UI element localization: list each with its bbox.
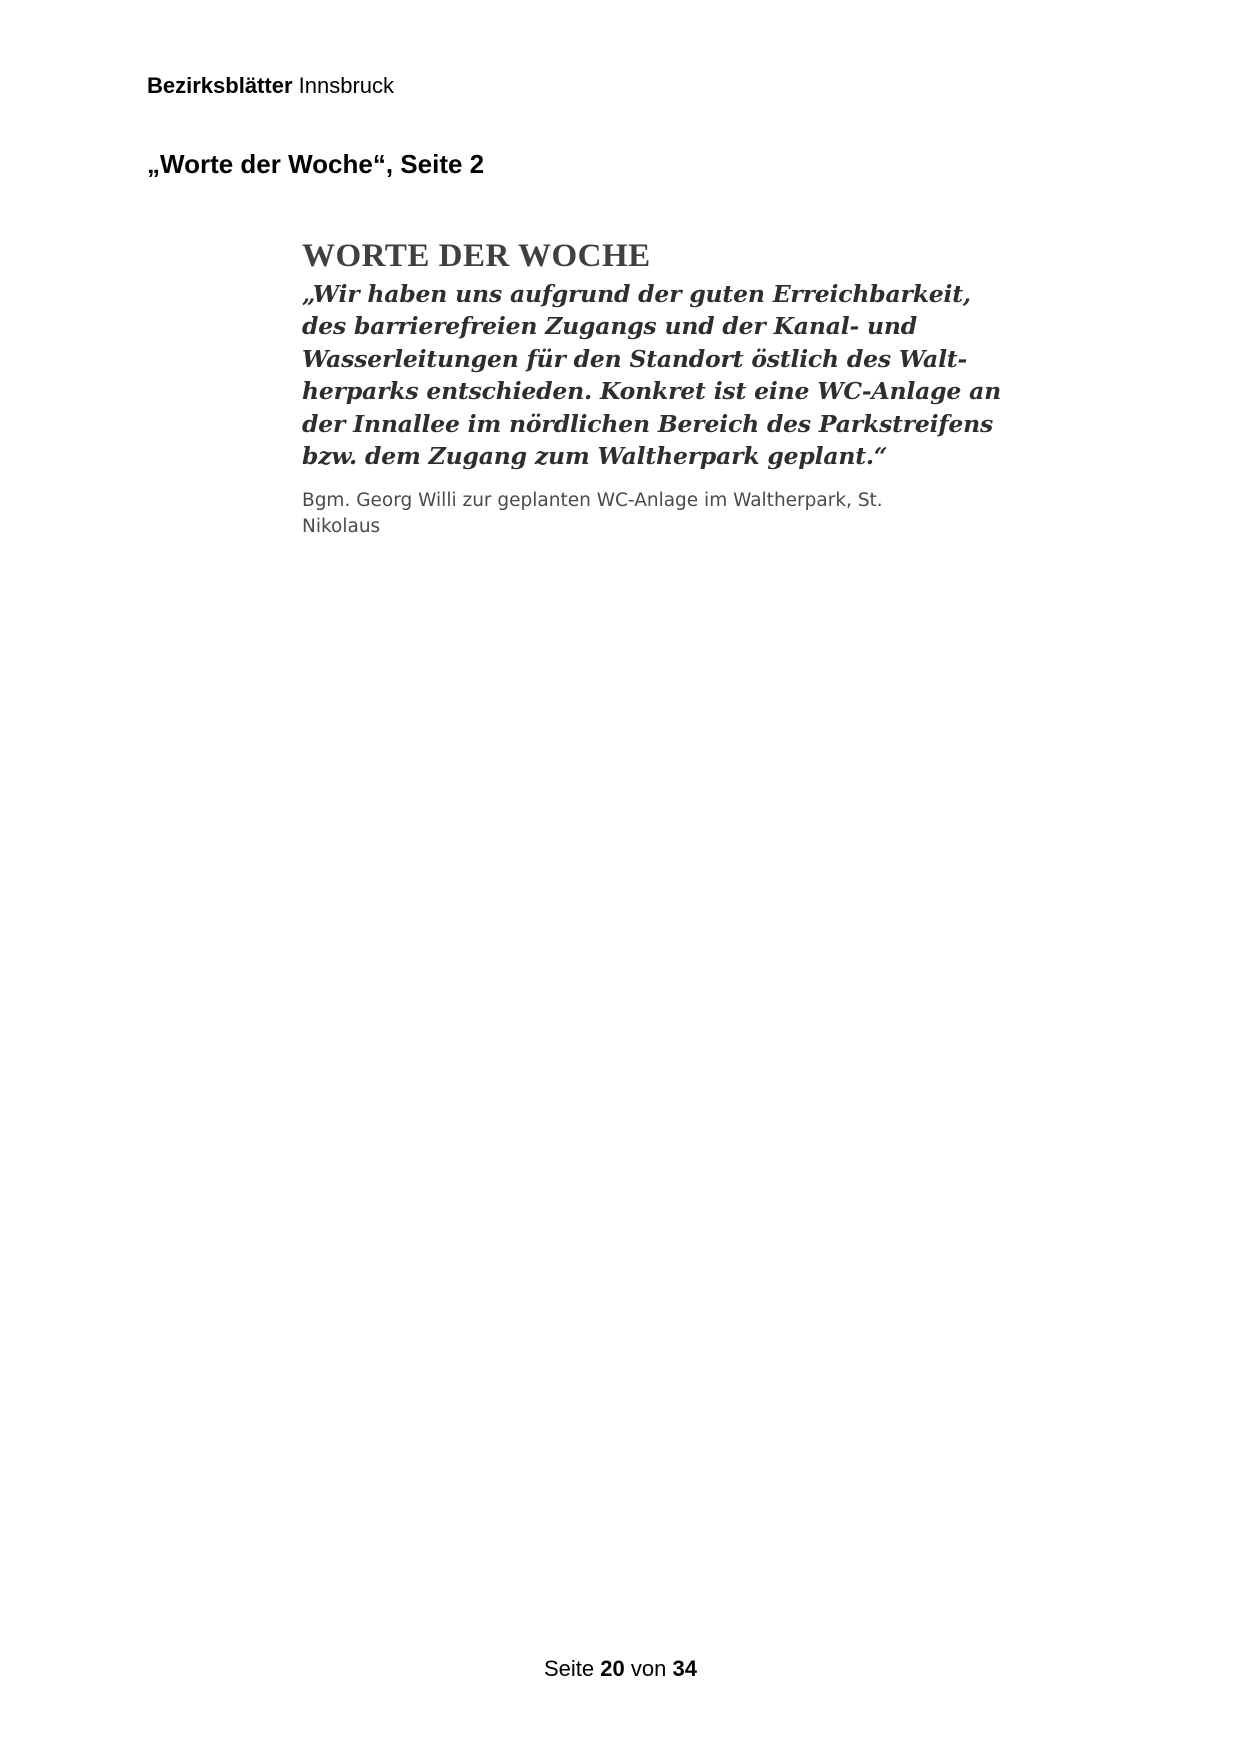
page-footer — [0, 1655, 1241, 1683]
attribution-line: Nikolaus — [302, 516, 381, 538]
of-label: von — [630, 1656, 667, 1681]
attribution-line: Bgm. Georg Willi zur geplanten WC-Anlage im Waltherpark, St. — [302, 490, 883, 512]
clipping-kicker: WORTE DER WOCHE — [302, 238, 651, 274]
page-label: Seite — [544, 1656, 595, 1681]
quote-line: „Wir haben uns aufgrund der guten Erreichbarkeit, — [302, 280, 971, 308]
current-page-number: 20 — [600, 1656, 625, 1681]
clipping-attribution — [302, 488, 962, 540]
quote-line: des barrierefreien Zugangs und der Kanal- und — [302, 312, 918, 341]
quote-line: herparks entschieden. Konkret ist eine WC-Anlage an — [302, 377, 1001, 406]
publication-name: Bezirksblätter — [147, 73, 293, 98]
section-title: „Worte der Woche“, Seite 2 — [147, 149, 485, 179]
total-pages-number: 34 — [672, 1656, 697, 1681]
quote-line: Wasserleitungen für den Standort östlich des Walt- — [302, 344, 968, 373]
publication-edition: Innsbruck — [298, 73, 395, 98]
page-header — [147, 72, 394, 100]
newspaper-clipping — [302, 236, 1001, 540]
quote-line: bzw. dem Zugang zum Waltherpark geplant.“ — [302, 442, 888, 471]
clipping-quote — [302, 278, 1001, 472]
quote-line: der Innallee im nördlichen Bereich des Parkstreifens — [302, 409, 993, 438]
